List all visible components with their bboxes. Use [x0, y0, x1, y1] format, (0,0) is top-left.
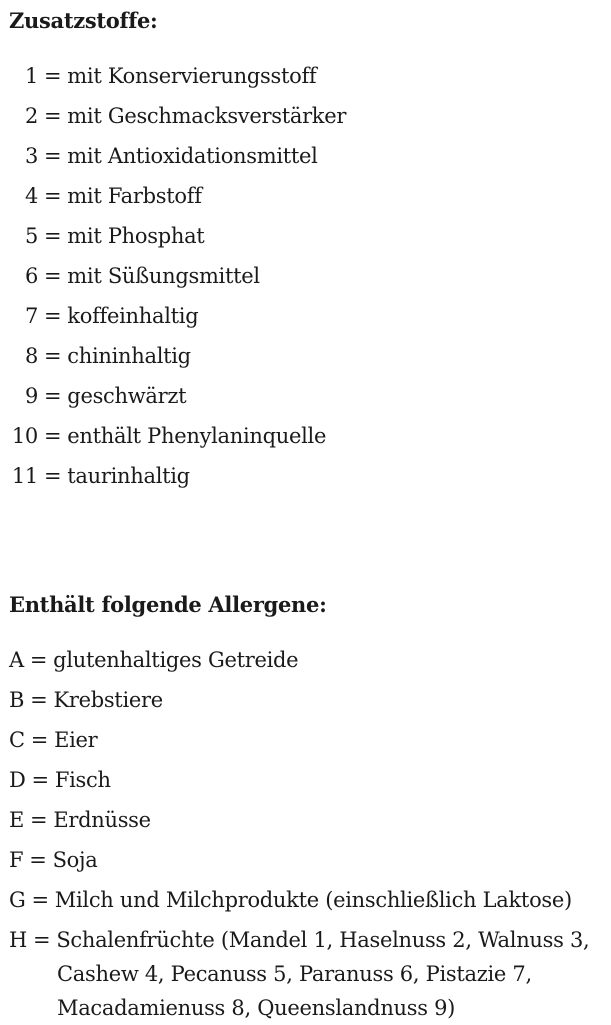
allergen-text: Soja: [52, 848, 98, 872]
equals-sign: =: [33, 928, 51, 952]
allergen-text: Eier: [54, 728, 98, 752]
additive-text: mit Süßungsmittel: [67, 264, 260, 288]
equals-sign: =: [44, 224, 62, 248]
allergen-text: Erdnüsse: [53, 808, 151, 832]
additive-item: [0, 456, 346, 496]
allergen-item: [0, 840, 589, 880]
allergen-text: Milch und Milchprodukte (einschließlich Laktose): [54, 888, 572, 912]
additive-item: [0, 416, 346, 456]
additive-item: [0, 296, 346, 336]
allergen-item: [0, 720, 589, 760]
additive-code: 7: [24, 304, 38, 328]
additive-code: 1: [24, 64, 38, 88]
allergen-item: [0, 640, 589, 680]
equals-sign: =: [31, 768, 49, 792]
equals-sign: =: [31, 888, 49, 912]
allergen-text: glutenhaltiges Getreide: [53, 648, 299, 672]
equals-sign: =: [44, 344, 62, 368]
additive-text: mit Antioxidationsmittel: [67, 144, 318, 168]
additive-item: [0, 96, 346, 136]
equals-sign: =: [30, 728, 49, 752]
allergen-item: [0, 920, 589, 1025]
allergen-code: C: [9, 728, 25, 752]
equals-sign: =: [44, 144, 62, 168]
equals-sign: =: [44, 64, 62, 88]
equals-sign: =: [30, 688, 48, 712]
additive-text: geschwärzt: [67, 384, 187, 408]
additive-code: 3: [24, 144, 38, 168]
additive-code: 2: [24, 104, 38, 128]
equals-sign: =: [44, 184, 62, 208]
equals-sign: =: [44, 264, 62, 288]
equals-sign: =: [29, 648, 48, 672]
additives-list: [0, 56, 346, 496]
additive-text: taurinhaltig: [67, 464, 190, 488]
allergen-item: [0, 880, 589, 920]
additive-text: mit Farbstoff: [67, 184, 202, 208]
allergen-first-line: [0, 923, 589, 957]
additive-text: koffeinhaltig: [67, 304, 199, 328]
allergen-continuation-line: Macadamienuss 8, Queenslandnuss 9): [57, 996, 456, 1020]
additive-text: mit Geschmacksverstärker: [67, 104, 347, 128]
allergen-item: [0, 760, 589, 800]
additive-text: enthält Phenylaninquelle: [67, 424, 327, 448]
additive-text: mit Konservierungsstoff: [67, 64, 317, 88]
additive-code: 5: [24, 224, 38, 248]
additive-code: 10: [11, 424, 38, 448]
equals-sign: =: [30, 808, 48, 832]
allergen-code: A: [9, 648, 24, 672]
allergen-continuation-line: Cashew 4, Pecanuss 5, Paranuss 6, Pistazie 7,: [57, 962, 532, 986]
allergen-item: [0, 680, 589, 720]
allergen-code: B: [9, 688, 25, 712]
additive-item: [0, 336, 346, 376]
additive-code: 9: [24, 384, 38, 408]
additive-item: [0, 176, 346, 216]
additives-heading: Zusatzstoffe:: [9, 8, 158, 33]
equals-sign: =: [29, 848, 47, 872]
allergens-list: [0, 640, 589, 1025]
allergen-text: Krebstiere: [53, 688, 163, 712]
additive-item: [0, 216, 346, 256]
additive-code: 11: [11, 464, 38, 488]
additive-code: 8: [24, 344, 38, 368]
equals-sign: =: [44, 384, 62, 408]
allergen-code: H: [9, 928, 28, 952]
allergen-code: E: [9, 808, 25, 832]
additive-item: [0, 136, 346, 176]
allergens-heading: Enthält folgende Allergene:: [9, 592, 327, 617]
allergen-text: Schalenfrüchte (Mandel 1, Haselnuss 2, Walnuss 3,: [56, 928, 590, 952]
allergen-code: D: [9, 768, 26, 792]
additive-text: mit Phosphat: [67, 224, 205, 248]
equals-sign: =: [44, 424, 62, 448]
allergen-code: G: [9, 888, 26, 912]
additive-code: 6: [24, 264, 38, 288]
equals-sign: =: [44, 104, 62, 128]
equals-sign: =: [44, 304, 62, 328]
additive-item: [0, 376, 346, 416]
additive-code: 4: [24, 184, 38, 208]
additive-item: [0, 56, 346, 96]
allergen-code: F: [9, 848, 24, 872]
additive-item: [0, 256, 346, 296]
allergen-item: [0, 800, 589, 840]
allergen-text: Fisch: [54, 768, 111, 792]
equals-sign: =: [44, 464, 62, 488]
additive-text: chininhaltig: [67, 344, 191, 368]
